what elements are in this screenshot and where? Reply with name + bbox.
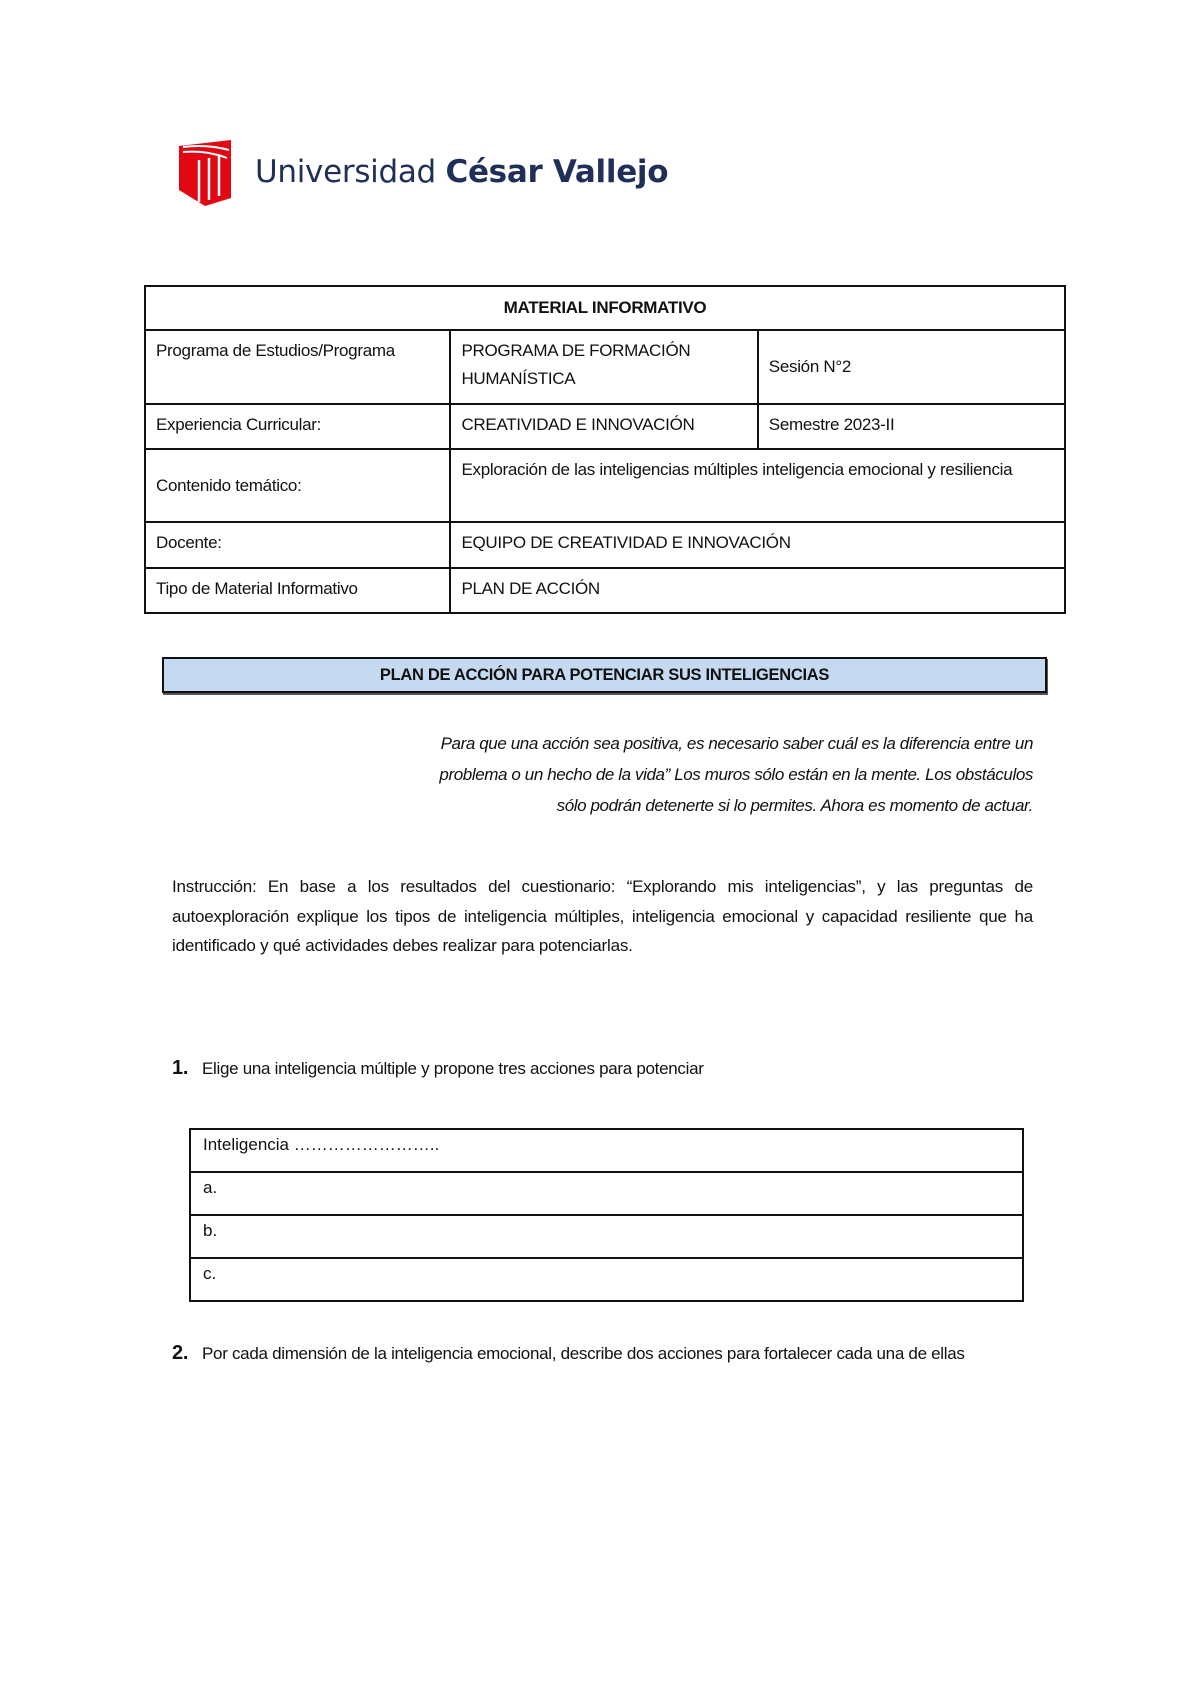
session-number: Sesión N°2 [758,330,1065,404]
university-emblem-icon [177,138,233,206]
row-value: EQUIPO DE CREATIVIDAD E INNOVACIÓN [450,522,1065,568]
row-label: Experiencia Curricular: [145,404,450,449]
brand-regular: Universidad [255,154,436,190]
university-logo [177,138,668,206]
question-text: Elige una inteligencia múltiple y propone tres acciones para potenciar [202,1059,704,1078]
quote-line: sólo podrán detenerte si lo permites. Ahora es momento de actuar. [556,796,1033,815]
instruction-paragraph: Instrucción: En base a los resultados del cuestionario: “Explorando mis inteligencias”, y las preguntas de autoexploración explique los tipos de inteligencia múltiples, inteligencia emocional y capacidad resiliente que ha identificado y qué actividades debes realizar para potenciarlas. [172,877,1033,955]
row-label: Tipo de Material Informativo [145,568,450,613]
question-number: 1. [172,1057,189,1079]
row-value: Exploración de las inteligencias múltiples inteligencia emocional y resiliencia [450,449,1065,522]
answer-row-b[interactable]: b. [190,1215,1023,1258]
semester: Semestre 2023-II [758,404,1065,449]
row-value: CREATIVIDAD E INNOVACIÓN [450,404,757,449]
university-name [255,154,668,190]
info-table-title: MATERIAL INFORMATIVO [145,286,1065,330]
brand-bold: César Vallejo [445,154,669,190]
question-number: 2. [172,1342,189,1364]
question-1 [172,1054,1033,1084]
answer-table [189,1128,1024,1302]
question-2 [172,1339,1033,1369]
question-text: Por cada dimensión de la inteligencia emocional, describe dos acciones para fortalecer cada una de ellas [202,1344,965,1363]
row-value: PROGRAMA DE FORMACIÓN HUMANÍSTICA [450,330,757,404]
row-label: Docente: [145,522,450,568]
section-banner: PLAN DE ACCIÓN PARA POTENCIAR SUS INTELIGENCIAS [162,657,1047,693]
row-label: Programa de Estudios/Programa [145,330,450,404]
quote-line: problema o un hecho de la vida” Los muros sólo están en la mente. Los obstáculos [439,765,1033,784]
row-value: PLAN DE ACCIÓN [450,568,1065,613]
answer-row-a[interactable]: a. [190,1172,1023,1215]
quote [220,728,1033,821]
answer-row-c[interactable]: c. [190,1258,1023,1301]
row-label: Contenido temático: [145,449,450,522]
quote-line: Para que una acción sea positiva, es necesario saber cuál es la diferencia entre un [440,734,1033,753]
info-table [144,285,1066,614]
answer-row-intelligence[interactable]: Inteligencia …………………….. [190,1129,1023,1172]
